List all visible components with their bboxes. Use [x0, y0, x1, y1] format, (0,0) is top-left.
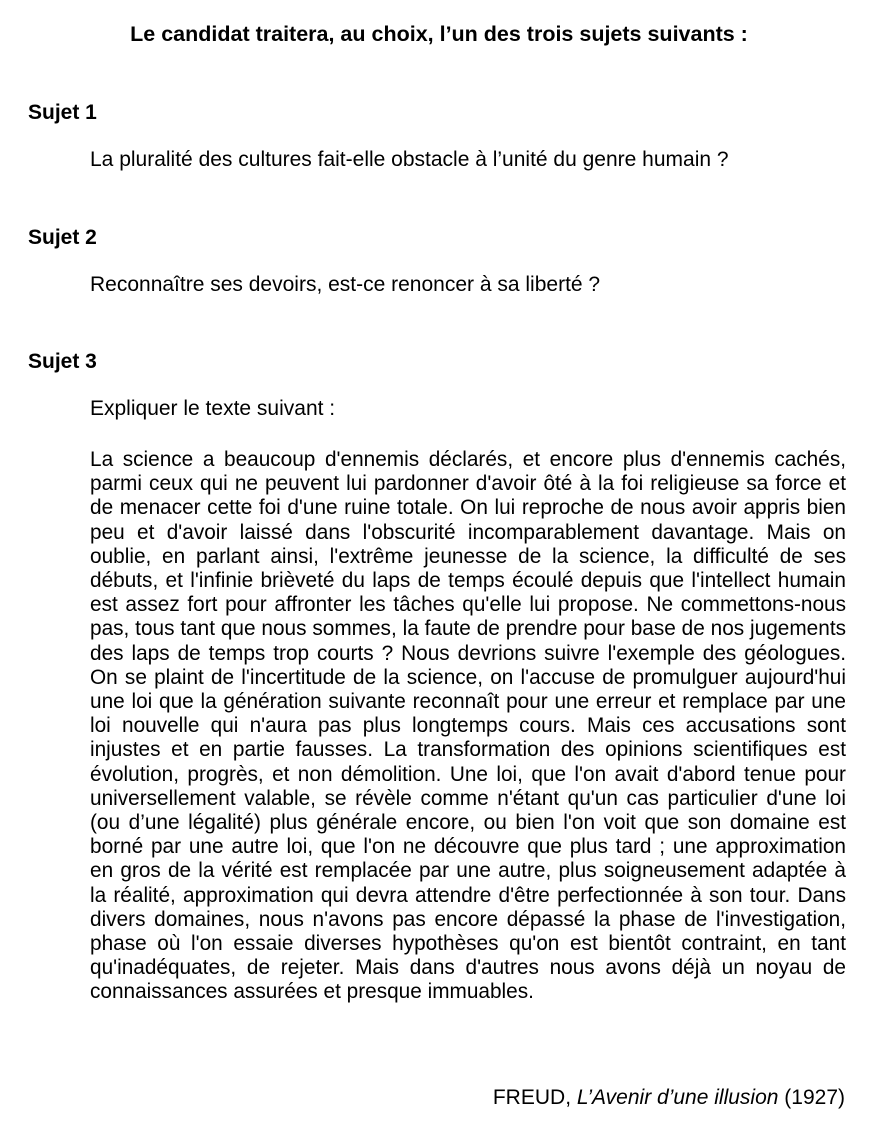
attribution-author: FREUD,: [492, 1086, 577, 1109]
freud-text-passage: La science a beaucoup d'ennemis déclarés, et encore plus d'ennemis cachés, parmi ceux qui ne peuvent lui pardonner d'avoir ôté à la foi religieuse sa force et de menacer cette foi d'une ruine totale. On lui reproche de nous avoir appris bien peu et d'avoir laissé dans l'obscurité incomparablement davantage. Mais on oublie, en parlant ainsi, l'extrême jeunesse de la science, la difficulté de ses débuts, et l'infinie brièveté du laps de temps écoulé depuis que l'intellect humain est assez fort pour affronter les tâches qu'elle lui propose. Ne commettons-nous pas, tous tant que nous sommes, la faute de prendre pour base de nos jugements des laps de temps trop courts ? Nous devrions suivre l'exemple des géologues. On se plaint de l'incertitude de la science, on l'accuse de promulguer aujourd'hui une loi que la génération suivante reconnaît pour une erreur et remplace par une loi nouvelle qui n'aura pas plus longtemps cours. Mais ces accusations sont injustes et en partie fausses. La transformation des opinions scientifiques est évolution, progrès, et non démolition. Une loi, que l'on avait d'abord tenue pour universellement valable, se révèle comme n'étant qu'un cas particulier d'une loi (ou d’une légalité) plus générale encore, ou bien l'on voit que son domaine est borné par une autre loi, que l'on ne découvre que plus tard ; une approximation en gros de la vérité est remplacée par une autre, plus soigneusement adaptée à la réalité, approximation qui devra attendre d'être perfectionnée à son tour. Dans divers domaines, nous n'avons pas encore dépassé la phase de l'investigation, phase où l'on essaie diverses hypothèses qu'on est bientôt contraint, en tant qu'inadéquates, de rejeter. Mais dans d'autres nous avons déjà un noyau de connaissances assurées et presque immuables.: [90, 448, 846, 1004]
source-attribution: [493, 1085, 845, 1110]
subject-3-instruction: Expliquer le texte suivant :: [90, 397, 336, 420]
exam-instruction: Le candidat traitera, au choix, l’un des trois sujets suivants :: [130, 22, 748, 46]
subject-2-heading: Sujet 2: [28, 226, 97, 249]
attribution-year: (1927): [778, 1086, 845, 1109]
subject-1-question: La pluralité des cultures fait-elle obstacle à l’unité du genre humain ?: [90, 148, 729, 171]
subject-2-question: Reconnaître ses devoirs, est-ce renoncer à sa liberté ?: [90, 273, 601, 296]
subject-1-heading: Sujet 1: [28, 101, 97, 124]
subject-3-heading: Sujet 3: [28, 350, 97, 373]
attribution-work-title: L’Avenir d’une illusion: [576, 1086, 779, 1109]
